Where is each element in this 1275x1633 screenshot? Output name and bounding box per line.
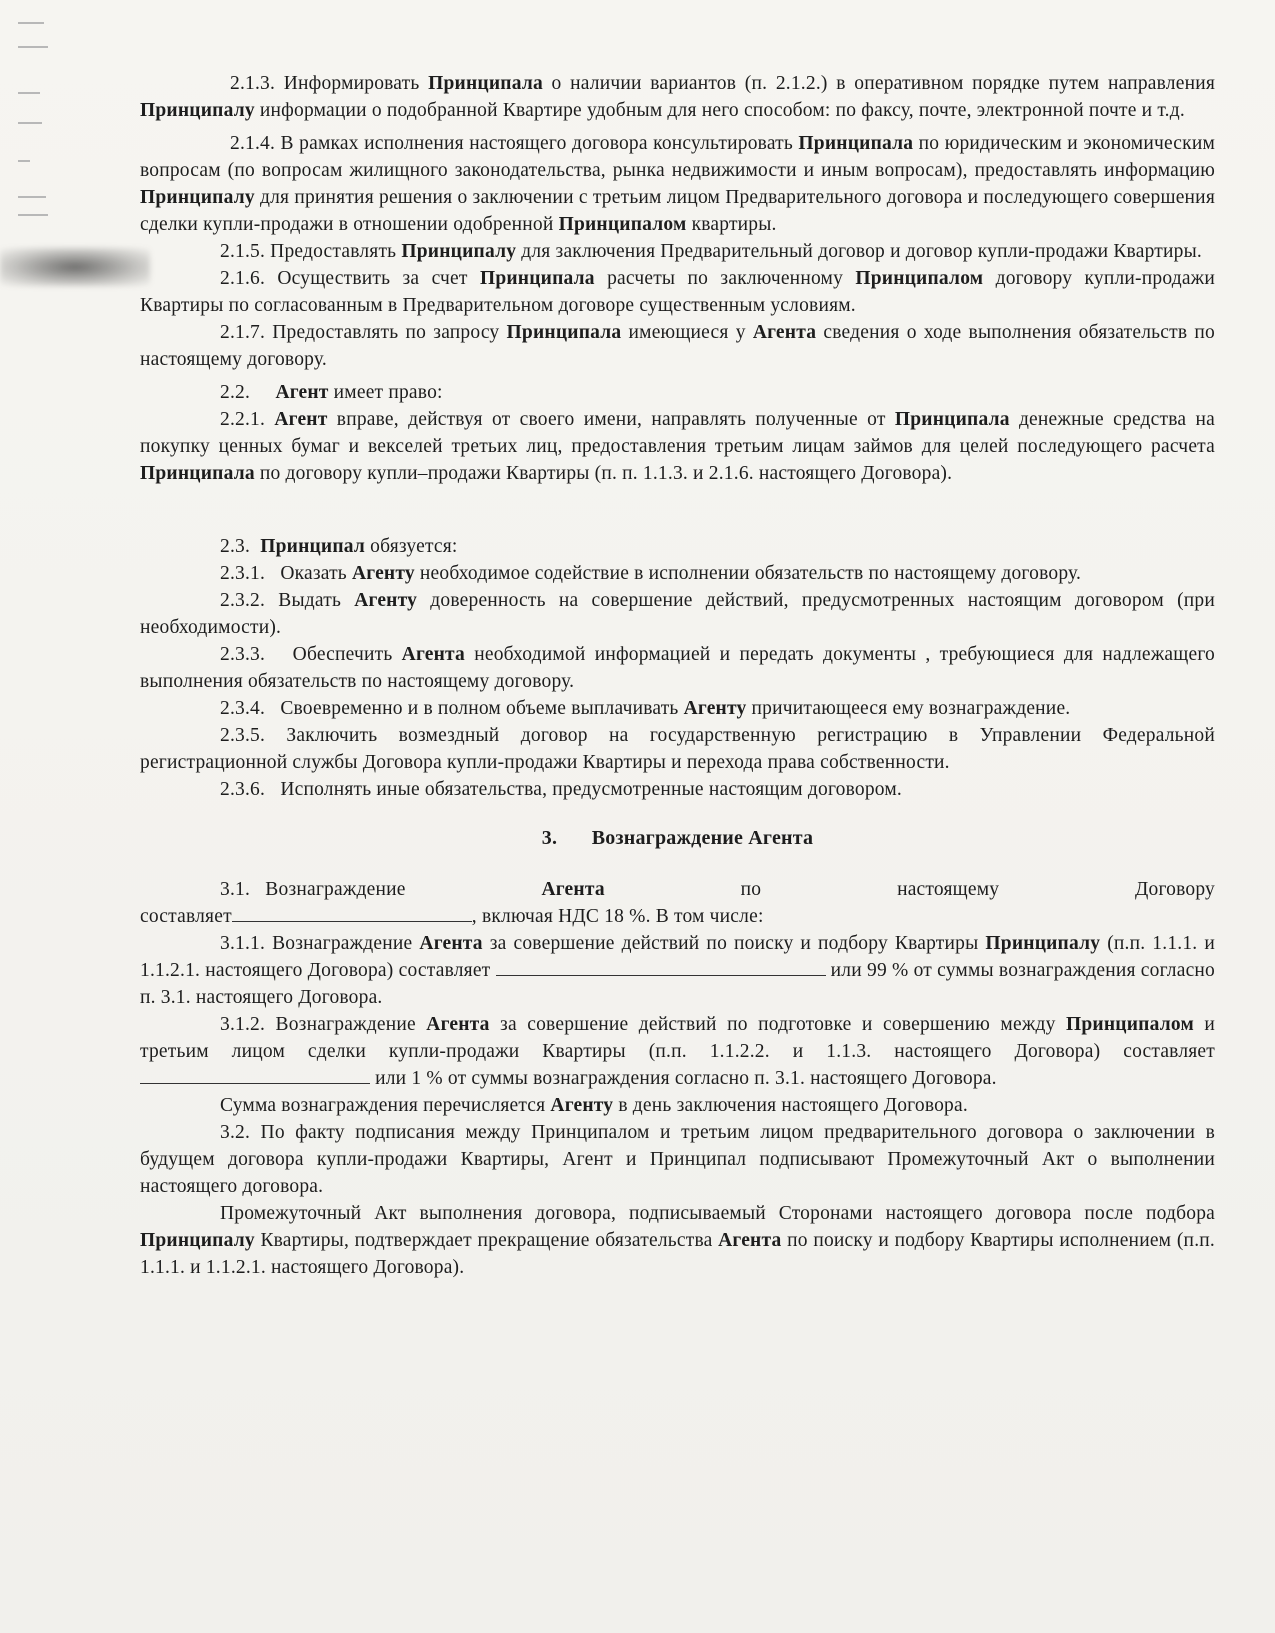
clause-number: 2.2.1. bbox=[220, 409, 266, 430]
clause-text: Предоставлять по запросу bbox=[272, 322, 507, 343]
section-3-heading bbox=[140, 825, 1215, 852]
clause-text: Вознаграждение bbox=[275, 1014, 427, 1035]
clause-text: за совершение действий по подготовке и совершению между bbox=[489, 1014, 1067, 1035]
clause-3-1-line2 bbox=[140, 903, 1215, 930]
clause-text: или 99 % от суммы вознаграждения согласно п. 3.1. настоящего Договора. bbox=[140, 960, 1216, 1008]
document-body bbox=[140, 70, 1215, 1281]
clause-bold: Принципалом bbox=[855, 268, 984, 289]
clause-number: 2.3.2. bbox=[220, 590, 266, 611]
clause-bold: Агенту bbox=[351, 563, 415, 584]
clause-text: (п.п. 1.1.1. и 1.1.2.1. настоящего Договора) составляет bbox=[140, 933, 1216, 981]
clause-bold: Принципала bbox=[428, 73, 543, 94]
clause-text: квартиры. bbox=[686, 214, 777, 235]
clause-text: составляет bbox=[140, 906, 232, 927]
clause-bold: Принципала bbox=[894, 409, 1010, 430]
margin-mark bbox=[18, 122, 42, 124]
clause-number: 2.1.4. bbox=[230, 133, 276, 154]
clause-number: 2.3.3. bbox=[220, 644, 266, 665]
clause-number: 2.3.4. bbox=[220, 698, 266, 719]
clause-2-3-5 bbox=[140, 722, 1215, 776]
clause-number: 2.1.6. bbox=[220, 268, 266, 289]
clause-2-1-3 bbox=[140, 70, 1215, 124]
clause-text: в день заключения настоящего Договора. bbox=[613, 1095, 968, 1116]
clause-text: за совершение действий по поиску и подбору Квартиры bbox=[482, 933, 986, 954]
clause-text: причитающееся ему вознаграждение. bbox=[746, 698, 1071, 719]
clause-text: имеет право: bbox=[328, 382, 443, 403]
clause-bold: Агенту bbox=[354, 590, 418, 611]
clause-bold: Принципалу bbox=[140, 100, 255, 121]
clause-text: расчеты по заключенному bbox=[594, 268, 856, 289]
clause-number: 2.1.3. bbox=[230, 73, 276, 94]
clause-bold: Агент bbox=[275, 382, 329, 403]
clause-text: по юридическим и экономическим вопросам (по вопросам жилищного законодательства, рынка недвижимости и иным вопросам), предоставлять информацию bbox=[140, 133, 1216, 181]
clause-bold: Принципала bbox=[798, 133, 914, 154]
margin-mark bbox=[18, 22, 44, 24]
clause-3-1-2 bbox=[140, 1011, 1215, 1092]
margin-mark bbox=[18, 46, 48, 48]
scan-smudge bbox=[0, 248, 150, 286]
clause-2-3-4 bbox=[140, 695, 1215, 722]
clause-bold: Агента bbox=[541, 879, 605, 900]
clause-bold: Агента bbox=[401, 644, 466, 665]
clause-text: имеющиеся у bbox=[621, 322, 753, 343]
margin-mark bbox=[18, 160, 30, 162]
clause-3-2 bbox=[140, 1119, 1215, 1200]
clause-bold: Принципала bbox=[479, 268, 595, 289]
clause-2-2 bbox=[140, 379, 1215, 406]
clause-2-3-2 bbox=[140, 587, 1215, 641]
clause-2-1-6 bbox=[140, 265, 1215, 319]
margin-mark bbox=[18, 92, 40, 94]
clause-text: денежные средства на покупку ценных бумаг и векселей третьих лиц, предоставления третьим лицам займов для целей последующего расчета bbox=[140, 409, 1216, 457]
clause-text: Сумма вознаграждения перечисляется bbox=[220, 1095, 551, 1116]
clause-text: сведения о ходе выполнения обязательств по настоящему договору. bbox=[140, 322, 1215, 370]
clause-bold: Принципалу bbox=[140, 1230, 255, 1251]
clause-text: В рамках исполнения настоящего договора консультировать bbox=[280, 133, 799, 154]
clause-bold: Агент bbox=[274, 409, 328, 430]
clause-text: для заключения Предварительный договор и договор купли-продажи Квартиры. bbox=[516, 241, 1202, 262]
clause-text: , включая НДС 18 %. В том числе: bbox=[471, 906, 764, 927]
clause-text: Заключить возмездный договор на государственную регистрацию в Управлении Федеральной регистрационной службы Договора купли-продажи Квартиры и перехода права собственности. bbox=[140, 725, 1215, 773]
clause-2-3-1 bbox=[140, 560, 1215, 587]
clause-number: 3.2. bbox=[220, 1122, 251, 1143]
margin-mark bbox=[18, 196, 46, 198]
clause-text: Договору bbox=[1135, 879, 1215, 900]
clause-text: Обеспечить bbox=[292, 644, 402, 665]
clause-text: по bbox=[740, 879, 762, 900]
clause-number: 3.1. bbox=[220, 879, 251, 900]
clause-text: Исполнять иные обязательства, предусмотренные настоящим договором. bbox=[280, 779, 902, 800]
clause-text: По факту подписания между Принципалом и третьим лицом предварительного договора о заключении в будущем договора купли-продажи Квартиры, Агент и Принципал подписывают Промежуточный Акт о выполнении настоящего договора. bbox=[140, 1122, 1215, 1197]
amount-blank[interactable] bbox=[496, 957, 826, 976]
clause-bold: Агента bbox=[752, 322, 817, 343]
clause-text: необходимое содействие в исполнении обязательств по настоящему договору. bbox=[414, 563, 1082, 584]
clause-text: Квартиры, подтверждает прекращение обязательства bbox=[254, 1230, 719, 1251]
clause-2-3 bbox=[140, 533, 1215, 560]
margin-marks bbox=[18, 0, 58, 420]
clause-text: необходимой информацией и передать документы , требующиеся для надлежащего выполнения обязательств по настоящему договору. bbox=[140, 644, 1215, 692]
clause-number: 2.2. bbox=[220, 382, 251, 403]
clause-number: 3.1.2. bbox=[220, 1014, 266, 1035]
clause-text: Выдать bbox=[278, 590, 355, 611]
clause-text: доверенность на совершение действий, предусмотренных настоящим договором (при необходимости). bbox=[140, 590, 1215, 638]
clause-text: обязуется: bbox=[365, 536, 458, 557]
clause-bold: Агента bbox=[419, 933, 483, 954]
clause-text: Оказать bbox=[280, 563, 352, 584]
clause-2-3-6 bbox=[140, 776, 1215, 803]
clause-text: или 1 % от суммы вознаграждения согласно п. 3.1. настоящего Договора. bbox=[370, 1068, 997, 1089]
clause-bold: Агенту bbox=[550, 1095, 614, 1116]
clause-bold: Принципала bbox=[140, 463, 255, 484]
clause-text: Вознаграждение bbox=[272, 933, 420, 954]
clause-2-1-5 bbox=[140, 238, 1215, 265]
clause-bold: Принципалом bbox=[558, 214, 687, 235]
clause-2-1-7 bbox=[140, 319, 1215, 373]
clause-text: настоящему bbox=[897, 879, 1000, 900]
clause-number: 2.3.5. bbox=[220, 725, 266, 746]
clause-text: и третьим лицом сделки купли-продажи Квартиры (п.п. 1.1.2.2. и 1.1.3. настоящего Договора) составляет bbox=[140, 1014, 1216, 1062]
clause-text: Осуществить за счет bbox=[277, 268, 480, 289]
clause-3-1-1 bbox=[140, 930, 1215, 1011]
clause-bold: Агента bbox=[718, 1230, 782, 1251]
clause-number: 2.3. bbox=[220, 536, 251, 557]
clause-text: по поиску и подбору Квартиры исполнением (п.п. 1.1.1. и 1.1.2.1. настоящего Договора). bbox=[140, 1230, 1215, 1278]
clause-2-1-4 bbox=[140, 130, 1215, 238]
section-number: 3. bbox=[541, 827, 558, 849]
clause-text: вправе, действуя от своего имени, направлять полученные от bbox=[327, 409, 895, 430]
amount-blank[interactable] bbox=[232, 903, 472, 922]
clause-number: 3.1.1. bbox=[220, 933, 266, 954]
clause-bold: Принципалом bbox=[1066, 1014, 1194, 1035]
clause-bold: Принципалу bbox=[401, 241, 517, 262]
clause-number: 2.1.5. bbox=[220, 241, 266, 262]
clause-number: 2.1.7. bbox=[220, 322, 266, 343]
clause-text: о наличии вариантов (п. 2.1.2.) в оперативном порядке путем направления bbox=[542, 73, 1216, 94]
clause-bold: Принципалу bbox=[985, 933, 1101, 954]
amount-blank[interactable] bbox=[140, 1065, 370, 1084]
clause-2-3-3 bbox=[140, 641, 1215, 695]
clause-number: 2.3.6. bbox=[220, 779, 266, 800]
clause-text: Своевременно и в полном объеме выплачивать bbox=[280, 698, 684, 719]
clause-2-2-1 bbox=[140, 406, 1215, 487]
interim-act-note bbox=[140, 1200, 1215, 1281]
section-title: Вознаграждение Агента bbox=[591, 827, 814, 849]
clause-bold: Принципала bbox=[506, 322, 622, 343]
margin-mark bbox=[18, 214, 48, 216]
clause-bold: Агента bbox=[426, 1014, 490, 1035]
clause-text: Предоставлять bbox=[270, 241, 402, 262]
clause-text: Промежуточный Акт выполнения договора, подписываемый Сторонами настоящего договора после подбора bbox=[220, 1203, 1215, 1224]
clause-number: 2.3.1. bbox=[220, 563, 266, 584]
payment-note bbox=[140, 1092, 1215, 1119]
clause-text: договору купли-продажи Квартиры по согласованным в Предварительном договоре существенным условиям. bbox=[140, 268, 1215, 316]
clause-bold: Агенту bbox=[683, 698, 747, 719]
clause-text: по договору купли–продажи Квартиры (п. п. 1.1.3. и 2.1.6. настоящего Договора). bbox=[254, 463, 953, 484]
clause-bold: Принципалу bbox=[140, 187, 255, 208]
clause-text: Вознаграждение bbox=[265, 879, 406, 900]
clause-text: для принятия решения о заключении с третьим лицом Предварительного договора и последующего совершения сделки купли-продажи в отношении одобренной bbox=[140, 187, 1215, 235]
clause-text: Информировать bbox=[283, 73, 429, 94]
clause-bold: Принципал bbox=[260, 536, 366, 557]
clause-3-1-line1 bbox=[140, 876, 1215, 903]
clause-text: информации о подобранной Квартире удобным для него способом: по факсу, почте, электронной почте и т.д. bbox=[254, 100, 1185, 121]
